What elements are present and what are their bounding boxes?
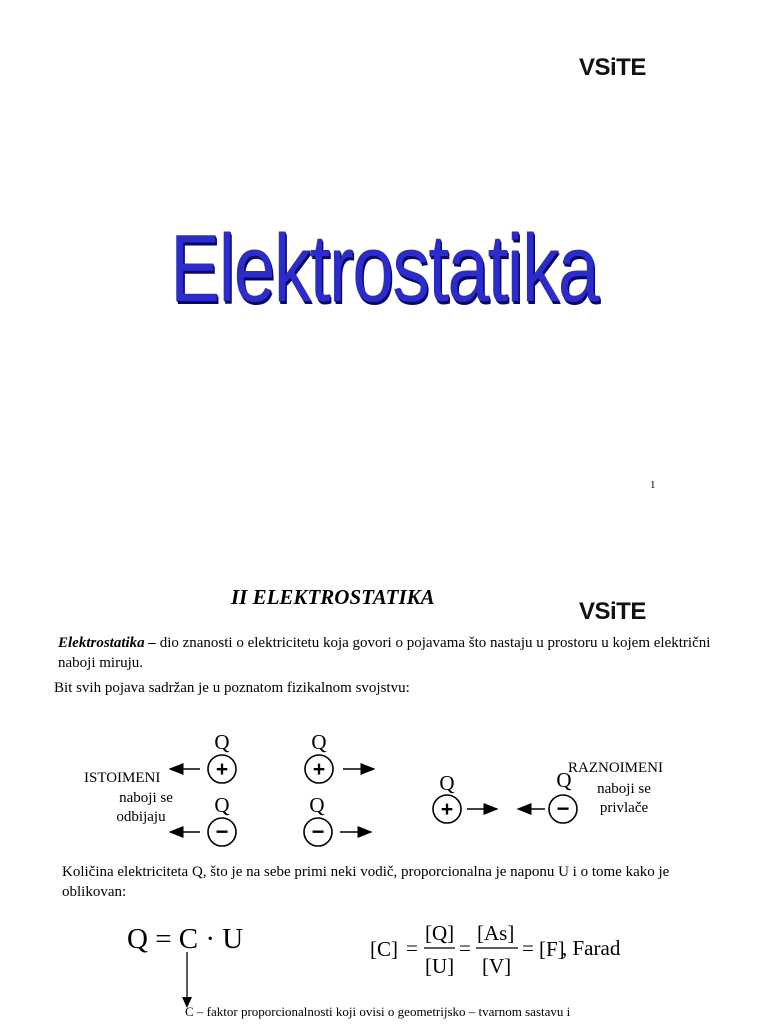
intro-paragraph: [58, 633, 718, 673]
same-charges-title: ISTOIMENI: [84, 770, 161, 786]
charge-label-q1: Q: [214, 730, 230, 754]
same-charges-desc-2: odbijaju: [116, 809, 166, 825]
opposite-charges-desc-1: naboji se: [597, 781, 651, 797]
equals-sign-3: =: [522, 936, 534, 960]
unit-name: , Farad: [562, 936, 621, 960]
fraction-2-numerator: [As]: [477, 921, 515, 945]
section-heading: II ELEKTROSTATIKA: [231, 585, 435, 609]
slide-title: Elektrostatika: [170, 215, 598, 322]
charge-label-q2: Q: [311, 730, 327, 754]
essence-text: Bit svih pojava sadržan je u poznatom fizikalnom svojstvu:: [54, 680, 410, 696]
charge-label-q6: Q: [556, 768, 572, 792]
fraction-1-numerator: [Q]: [425, 921, 455, 945]
equals-sign-1: =: [406, 936, 418, 960]
plus-sign-1: +: [215, 758, 229, 781]
quantity-text: Količina elektriciteta Q, što je na sebe primi neki vodič, proporcionalna je naponu U i o tome kako je oblikovan:: [62, 864, 670, 900]
fraction-1-denominator: [U]: [425, 954, 455, 978]
page-number: 1: [650, 479, 656, 491]
unit-formula-lhs: [C]: [370, 937, 398, 961]
equals-sign-2: =: [459, 936, 471, 960]
vsite-logo-2: VSiTE: [579, 598, 646, 625]
c-pointer-arrow: [178, 952, 198, 1012]
unit-formula-rhs: [F]: [539, 937, 565, 961]
unit-formula: [368, 918, 668, 984]
fraction-2-denominator: [V]: [482, 954, 512, 978]
footnote-text: C – faktor proporcionalnosti koji ovisi o geometrijsko – tvarnom sastavu i: [185, 1004, 571, 1019]
charge-label-q4: Q: [309, 793, 325, 817]
opposite-charges-desc-2: privlače: [599, 800, 649, 816]
minus-sign-2: −: [311, 819, 325, 844]
intro-text: dio znanosti o elektricitetu koja govori o pojavama što nastaju u prostoru u kojem električni naboji miruju.: [58, 635, 711, 671]
plus-sign-3: +: [440, 798, 454, 821]
charge-label-q3: Q: [214, 793, 230, 817]
vsite-logo: VSiTE: [579, 54, 646, 81]
charge-label-q5: Q: [439, 771, 455, 795]
opposite-charges-title: RAZNOIMENI: [568, 760, 663, 776]
formula-q-equals-cu: Q = C · U: [127, 923, 244, 955]
minus-sign-1: −: [215, 819, 229, 844]
intro-term: Elektrostatika –: [58, 635, 156, 651]
minus-sign-3: −: [556, 796, 570, 821]
same-charges-desc-1: naboji se: [119, 790, 173, 806]
plus-sign-2: +: [312, 758, 326, 781]
